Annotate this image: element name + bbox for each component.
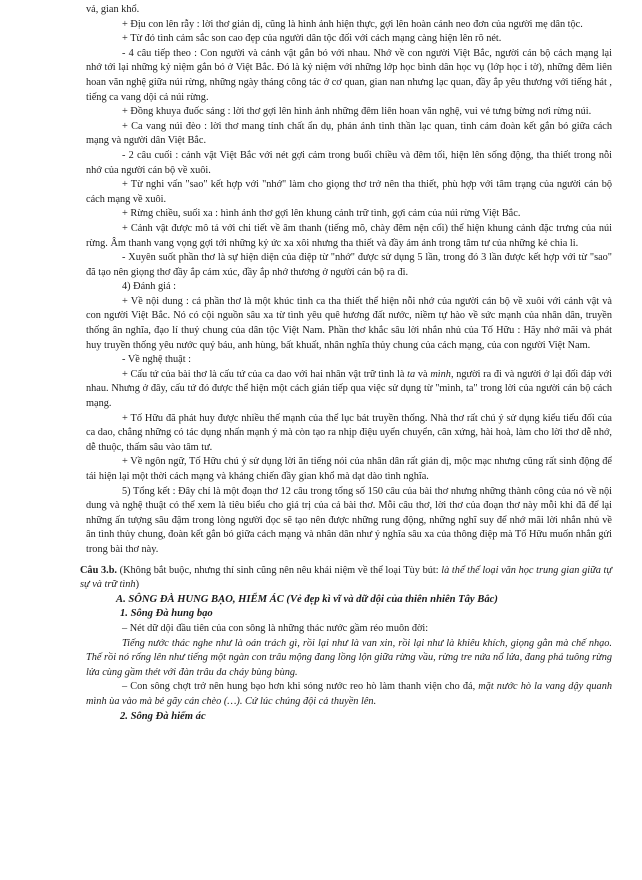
quote-tieng-nuoc: Tiếng nước thác nghe như là oán trách gì, rồi lại như là van xin, rồi lại như là khiêu khích, giọng gằn mà chế nhạo. Thế rồi nó rống lên như tiếng một ngàn con trâu mộng đang lồng lộn giữa rừng vầu, rừng tre nứa nổ lửa, đang phá tuông rừng lửa cùng gầm thét với đàn trâu da cháy bùng bùng. (86, 637, 612, 678)
paragraph-canh-vat: + Cảnh vật được mô tả với chi tiết về âm thanh (tiếng mõ, chày đêm nện cối) thể hiện khung cảnh đặc trưng của núi rừng. Âm thanh vang vọng gợi tới những kỷ ức xa xôi nhưng tha thiết và đầy ám ảnh trong tâm tư của những kẻ chia li. (86, 222, 612, 249)
question-3b (80, 564, 612, 593)
paragraph-nghi-van: + Từ nghi vấn "sao" kết hợp với "nhớ" làm cho giọng thơ trở nên tha thiết, phù hợp với tâm trạng của người cán bộ cách mạng về xuôi. (86, 179, 612, 205)
heading-section-a: A. SÔNG ĐÀ HUNG BẠO, HIỂM ÁC (Vẻ đẹp kì vĩ và dữ dội của thiên nhiên Tây Bắc) (116, 593, 498, 605)
paragraph-thac-nuoc: – Nét dữ dội đầu tiên của con sông là những thác nước gầm réo muôn đời: (122, 622, 429, 634)
italic-minh: mình (430, 368, 451, 380)
question-end: ) (135, 579, 140, 591)
italic-ta: ta (407, 368, 416, 380)
question-italic: là thể thể loại văn học trung gian giữa tự sự và trữ tình (80, 564, 612, 591)
paragraph-4-cau: - 4 câu tiếp theo : Con người và cảnh vật gắn bó với nhau. Nhớ về con người Việt Bắc, người cán bộ cách mạng lại nhớ tới lại những kỷ niệm gắn bó ở Việt Bắc. Đó là kỷ niệm với những lớp học bình dân học vụ (lớp học i tờ), những đêm liên hoan văn nghệ giữa núi rừng, những ngày tháng công tác ở cơ quan, gian nan nhưng lạc quan, đầy ắp yêu thương với tiếng hát , tiếng ca vang dội cả núi rừng. (86, 47, 612, 103)
paragraph-2-cau-cuoi: - 2 câu cuối : cảnh vật Việt Bắc với nét gợi cảm trong buổi chiều và đêm tối, hiện lên sống động, tha thiết trong nỗi nhớ của người cán bộ về xuôi. (86, 149, 612, 176)
paragraph-continued: vả, gian khổ. (86, 4, 140, 15)
question-text: (Không bắt buộc, nhưng thí sinh cũng nên nêu khái niệm về thể loại Tùy bút: (117, 564, 442, 576)
heading-hiem-ac: 2. Sông Đà hiểm ác (120, 710, 206, 722)
text: , người ra đi và người ở lại đối đáp với nhau. Nhưng ở đây, cấu tứ đó được thể hiện một cách gián tiếp qua việc sử dụng từ "mình, ta" trong lời của người cán bộ cách mạng. (86, 368, 612, 410)
paragraph-sac-son: + Từ đó tình cảm sắc son cao đẹp của người dân tộc đối với cách mạng càng hiện lên rõ nét. (122, 33, 502, 45)
heading-hung-bao: 1. Sông Đà hung bạo (120, 608, 213, 620)
paragraph-noi-dung: + Về nội dung : cả phần thơ là một khúc tình ca tha thiết thể hiện nỗi nhớ của người cán bộ về xuôi với cảnh vật và con người Việt Bắc. Nó có cội nguồn sâu xa từ tình yêu quê hương đất nước, niềm tự hào về sức mạnh của nhân dân, truyền thống ân nghĩa, đạo lí thuỷ chung của dân tộc Việt Nam. Phần thơ khắc sâu lời nhắn nhủ của Tố Hữu : Hãy nhớ mãi và phát huy truyền thống yêu nước quý báu, anh hùng, bất khuất, nhân nghĩa thủy chung của cách mạng, của con người Việt Nam. (86, 295, 612, 351)
paragraph-diep-tu: - Xuyên suốt phần thơ là sự hiện diện của điệp từ "nhớ" được sử dụng 5 lần, trong đó 3 lần được kết hợp với từ "sao" đã tạo nên giọng thơ đầy ắp cảm xúc, đầy ắp nhớ thương ở người cán bộ ra đi. (86, 252, 612, 278)
paragraph-ca-vang: + Ca vang núi đèo : lời thơ mang tính chất ẩn dụ, phản ánh tinh thần lạc quan, tình cảm đoàn kết gắn bó giữa cách mạng và người dân Việt Bắc. (86, 120, 612, 147)
question-number: Câu 3.b. (80, 564, 117, 576)
paragraph-rung-chieu: + Rừng chiều, suối xa : hình ảnh thơ gợi lên khung cảnh trữ tình, gợi cảm của núi rừng Việt Bắc. (122, 208, 521, 220)
paragraph-tong-ket: 5) Tổng kết : Đây chỉ là một đoạn thơ 12 câu trong tổng số 150 câu của bài thơ nhưng những thành công của nó về nội dung và nghệ thuật có thể xem là tiêu biểu cho giá trị của cả bài thơ. Mỗi câu thơ, lời thơ của đoạn thơ này mỗi khi đã để lại những ấn tượng sâu đậm trong lòng người đọc sẽ tạo nên được những rung động, những nghĩ suy để nhớ mãi lời nhắn nhủ về ân tình thủy chung, đoàn kết gắn bó giữa cách mạng và nhân dân như ý nghĩa sâu xa của thông điệp mà Tố Hữu muốn nhắn gửi trong bài thơ này. (86, 485, 612, 555)
paragraph-dong-khuya: + Đồng khuya đuốc sáng : lời thơ gợi lên hình ảnh những đêm liên hoan văn nghệ, vui vẻ tưng bừng nơi rừng núi. (122, 106, 592, 118)
paragraph-song-nuoc (86, 680, 612, 709)
text: và (415, 368, 431, 380)
paragraph-luc-bat: + Tố Hữu đã phát huy được nhiều thế mạnh của thể lục bát truyền thống. Nhà thơ rất chú ý sử dụng kiểu tiểu đối của ca dao, chẳng những có tác dụng nhấn mạnh ý mà còn tạo ra nhịp điệu uyển chuyển, cân xứng, hài hoà, làm cho lời thơ dễ nhớ, dễ thuộc, thấm sâu vào tâm tư. (86, 412, 612, 453)
paragraph-cau-tu (86, 368, 612, 412)
italic-quote: mặt nước hò la vang dậy quanh mình ùa vào mà bẻ gãy cán chèo (…). Cứ lúc chúng đội cả thuyền lên. (86, 681, 612, 707)
text: + Cấu tứ của bài thơ là cấu tứ của ca dao với hai nhân vật trữ tình là (122, 368, 408, 380)
paragraph-diu-con: + Địu con lên rẫy : lời thơ giản dị, cũng là hình ảnh hiện thực, gợi lên hoàn cảnh neo đơn của người mẹ dân tộc. (122, 18, 583, 30)
heading-danh-gia: 4) Đánh giá : (122, 281, 177, 293)
heading-nghe-thuat: - Về nghệ thuật : (122, 354, 192, 366)
text: – Con sông chợt trở nên hung bạo hơn khi sóng nước reo hò làm thanh viện cho đá, (122, 681, 479, 693)
paragraph-ngon-ngu: + Về ngôn ngữ, Tố Hữu chú ý sử dụng lời ăn tiếng nói của nhân dân rất giản dị, mộc mạc nhưng cũng rất sinh động để tái hiện lại một thời cách mạng và kháng chiến đầy gian khổ mà dạt dào tình nghĩa. (86, 456, 612, 482)
